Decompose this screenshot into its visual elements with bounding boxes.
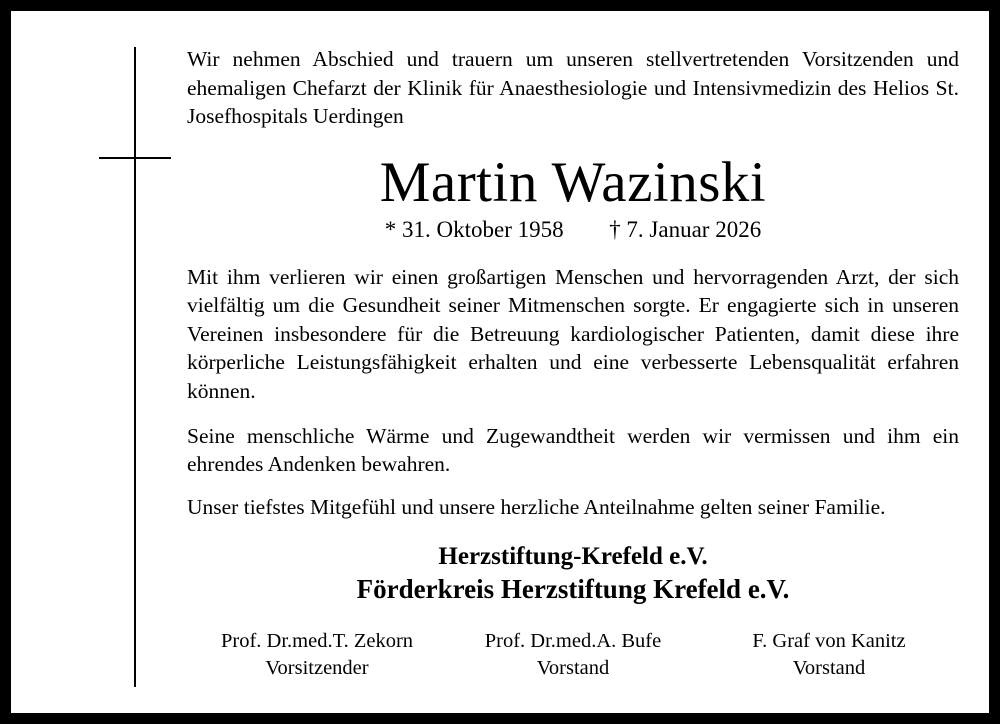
deceased-name: Martin Wazinski <box>379 150 767 214</box>
signer-3-role: Vorstand <box>792 657 866 680</box>
body-paragraph-2: Seine menschliche Wärme und Zugewandtheit werden wir vermissen und ihm ein ehrendes Andenken bewahren. <box>187 423 959 477</box>
signer-2-role: Vorstand <box>536 657 610 680</box>
obituary-notice <box>11 11 989 713</box>
signer-1-role: Vorsitzender <box>265 657 369 680</box>
death-date: † 7. Januar 2026 <box>609 216 762 242</box>
signer-1-name: Prof. Dr.med.T. Zekorn <box>220 630 414 653</box>
body-paragraph-3: Unser tiefstes Mitgefühl und unsere herzliche Anteilnahme gelten seiner Familie. <box>187 494 886 519</box>
signer-1 <box>189 628 445 682</box>
organization-secondary: Förderkreis Herzstiftung Krefeld e.V. <box>356 573 790 604</box>
paragraph-spacer-2 <box>187 479 959 493</box>
signer-2 <box>445 628 701 682</box>
signers-row <box>187 628 959 682</box>
signer-3 <box>701 628 957 682</box>
life-dates <box>187 217 959 243</box>
signer-3-name: F. Graf von Kanitz <box>752 630 906 653</box>
cross-icon <box>99 47 171 687</box>
paragraph-spacer-1 <box>187 406 959 422</box>
lead-paragraph: Wir nehmen Abschied und trauern um unseren stellvertretenden Vorsitzenden und ehemaligen Chefarzt der Klinik für Anaesthesiologie und Intensivmedizin des Helios St. Josefhospitals Uerdingen <box>187 47 959 129</box>
birth-date: * 31. Oktober 1958 <box>384 216 564 242</box>
obituary-content <box>187 45 959 683</box>
cross-vertical-bar <box>134 47 136 687</box>
organization-primary: Herzstiftung-Krefeld e.V. <box>438 543 708 571</box>
signer-2-name: Prof. Dr.med.A. Bufe <box>484 630 662 653</box>
obituary-frame <box>8 8 992 716</box>
body-paragraph-1: Mit ihm verlieren wir einen großartigen Menschen und hervorragenden Arzt, der sich vielfältig um die Gesundheit seiner Mitmenschen sorgte. Er engagierte sich in unseren Vereinen insbesondere für die Betreuung kardiologischer Patienten, damit diese ihre körperliche Leistungsfähigkeit erhalten und eine verbesserte Lebensqualität erfahren können. <box>187 264 959 403</box>
cross-horizontal-bar <box>99 157 171 159</box>
